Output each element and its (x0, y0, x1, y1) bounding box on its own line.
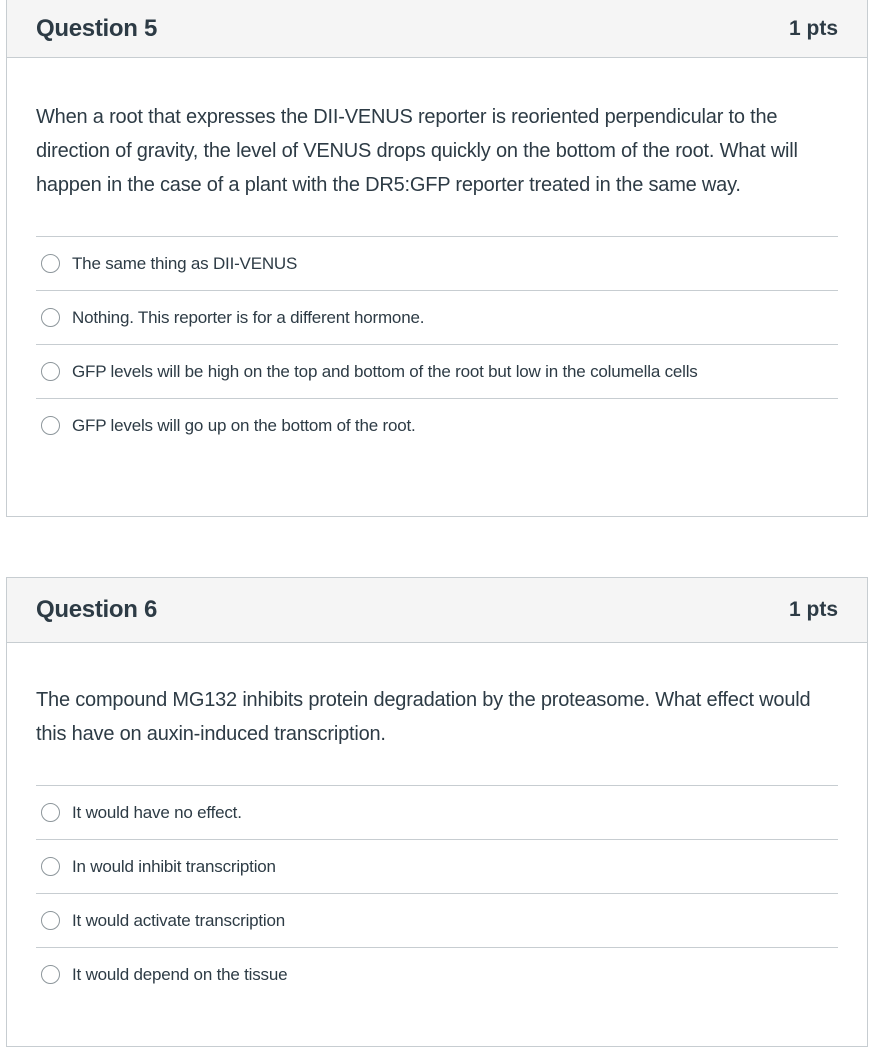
answer-option[interactable] (36, 345, 838, 399)
answer-option[interactable] (36, 840, 838, 894)
radio-button[interactable] (41, 416, 60, 435)
answer-option[interactable] (36, 237, 838, 291)
question-5-card (6, 0, 868, 517)
radio-button[interactable] (41, 857, 60, 876)
question-6-body (7, 643, 867, 1001)
answer-label: The same thing as DII-VENUS (72, 253, 298, 273)
question-6-answers (36, 785, 838, 1001)
question-5-header (7, 0, 867, 58)
radio-button[interactable] (41, 254, 60, 273)
answer-option[interactable] (36, 786, 838, 840)
radio-button[interactable] (41, 308, 60, 327)
question-5-title: Question 5 (36, 14, 158, 42)
question-5-body (7, 58, 867, 452)
question-6-title: Question 6 (36, 596, 158, 623)
answer-option[interactable] (36, 399, 838, 452)
question-6-card (6, 577, 868, 1047)
question-5-text: When a root that expresses the DII-VENUS reporter is reoriented perpendicular to the direction of gravity, the level of VENUS drops quickly on the bottom of the root. What will happen in the case of a plant with the DR5:GFP reporter treated in the same way. (36, 106, 798, 196)
answer-label: It would activate transcription (72, 910, 286, 930)
question-6-text: The compound MG132 inhibits protein degradation by the proteasome. What effect would this have on auxin-induced transcription. (36, 689, 811, 745)
answer-label: GFP levels will go up on the bottom of the root. (72, 415, 416, 435)
radio-button[interactable] (41, 965, 60, 984)
question-5-answers (36, 236, 838, 452)
answer-label: It would depend on the tissue (72, 964, 288, 984)
answer-label: GFP levels will be high on the top and bottom of the root but low in the columella cells (72, 361, 698, 381)
answer-option[interactable] (36, 948, 838, 1001)
question-6-header (7, 578, 867, 643)
answer-label: It would have no effect. (72, 802, 242, 822)
question-6-points: 1 pts (788, 598, 838, 621)
radio-button[interactable] (41, 362, 60, 381)
radio-button[interactable] (41, 911, 60, 930)
answer-label: Nothing. This reporter is for a different hormone. (72, 307, 425, 327)
radio-button[interactable] (41, 803, 60, 822)
answer-option[interactable] (36, 291, 838, 345)
answer-option[interactable] (36, 894, 838, 948)
question-5-points: 1 pts (788, 16, 838, 40)
answer-label: In would inhibit transcription (72, 856, 276, 876)
